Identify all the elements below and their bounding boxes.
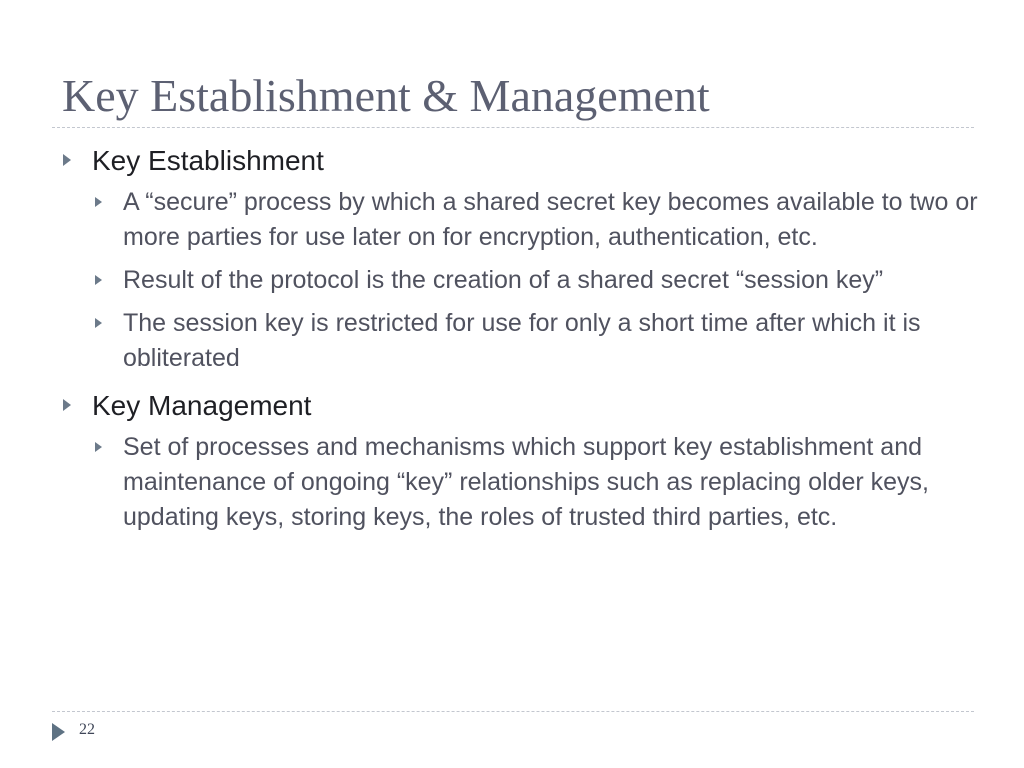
sub-bullet bbox=[92, 306, 980, 376]
sub-bullet-text: A “secure” process by which a shared secret key becomes available to two or more parties for use later on for encryption, authentication, etc. bbox=[123, 188, 978, 251]
section-heading: Key Establishment bbox=[92, 145, 324, 176]
page-number: 22 bbox=[79, 721, 95, 738]
triangle-right-icon bbox=[52, 723, 65, 741]
sub-bullet-text: Result of the protocol is the creation of a shared secret “session key” bbox=[123, 266, 884, 294]
sub-bullet-list bbox=[92, 430, 980, 535]
triangle-right-icon bbox=[95, 197, 102, 207]
sub-bullet bbox=[92, 185, 980, 255]
bullet-key-establishment bbox=[60, 141, 980, 376]
sub-bullet-text: The session key is restricted for use for only a short time after which it is obliterated bbox=[123, 309, 921, 372]
footer-divider bbox=[52, 711, 974, 712]
slide-title: Key Establishment & Management bbox=[62, 70, 710, 121]
bullet-key-management bbox=[60, 386, 980, 535]
section-heading: Key Management bbox=[92, 390, 312, 421]
triangle-right-icon bbox=[95, 442, 102, 452]
title-divider bbox=[52, 127, 974, 128]
slide-content bbox=[60, 141, 980, 545]
sub-bullet-list bbox=[92, 185, 980, 376]
sub-bullet-text: Set of processes and mechanisms which support key establishment and maintenance of ongoing “key” relationships such as replacing older keys, updating keys, storing keys, the roles of trusted third parties, etc. bbox=[123, 433, 930, 531]
triangle-right-icon bbox=[95, 275, 102, 285]
triangle-right-icon bbox=[63, 399, 71, 411]
sub-bullet bbox=[92, 263, 980, 298]
triangle-right-icon bbox=[63, 154, 71, 166]
sub-bullet bbox=[92, 430, 980, 535]
triangle-right-icon bbox=[95, 318, 102, 328]
